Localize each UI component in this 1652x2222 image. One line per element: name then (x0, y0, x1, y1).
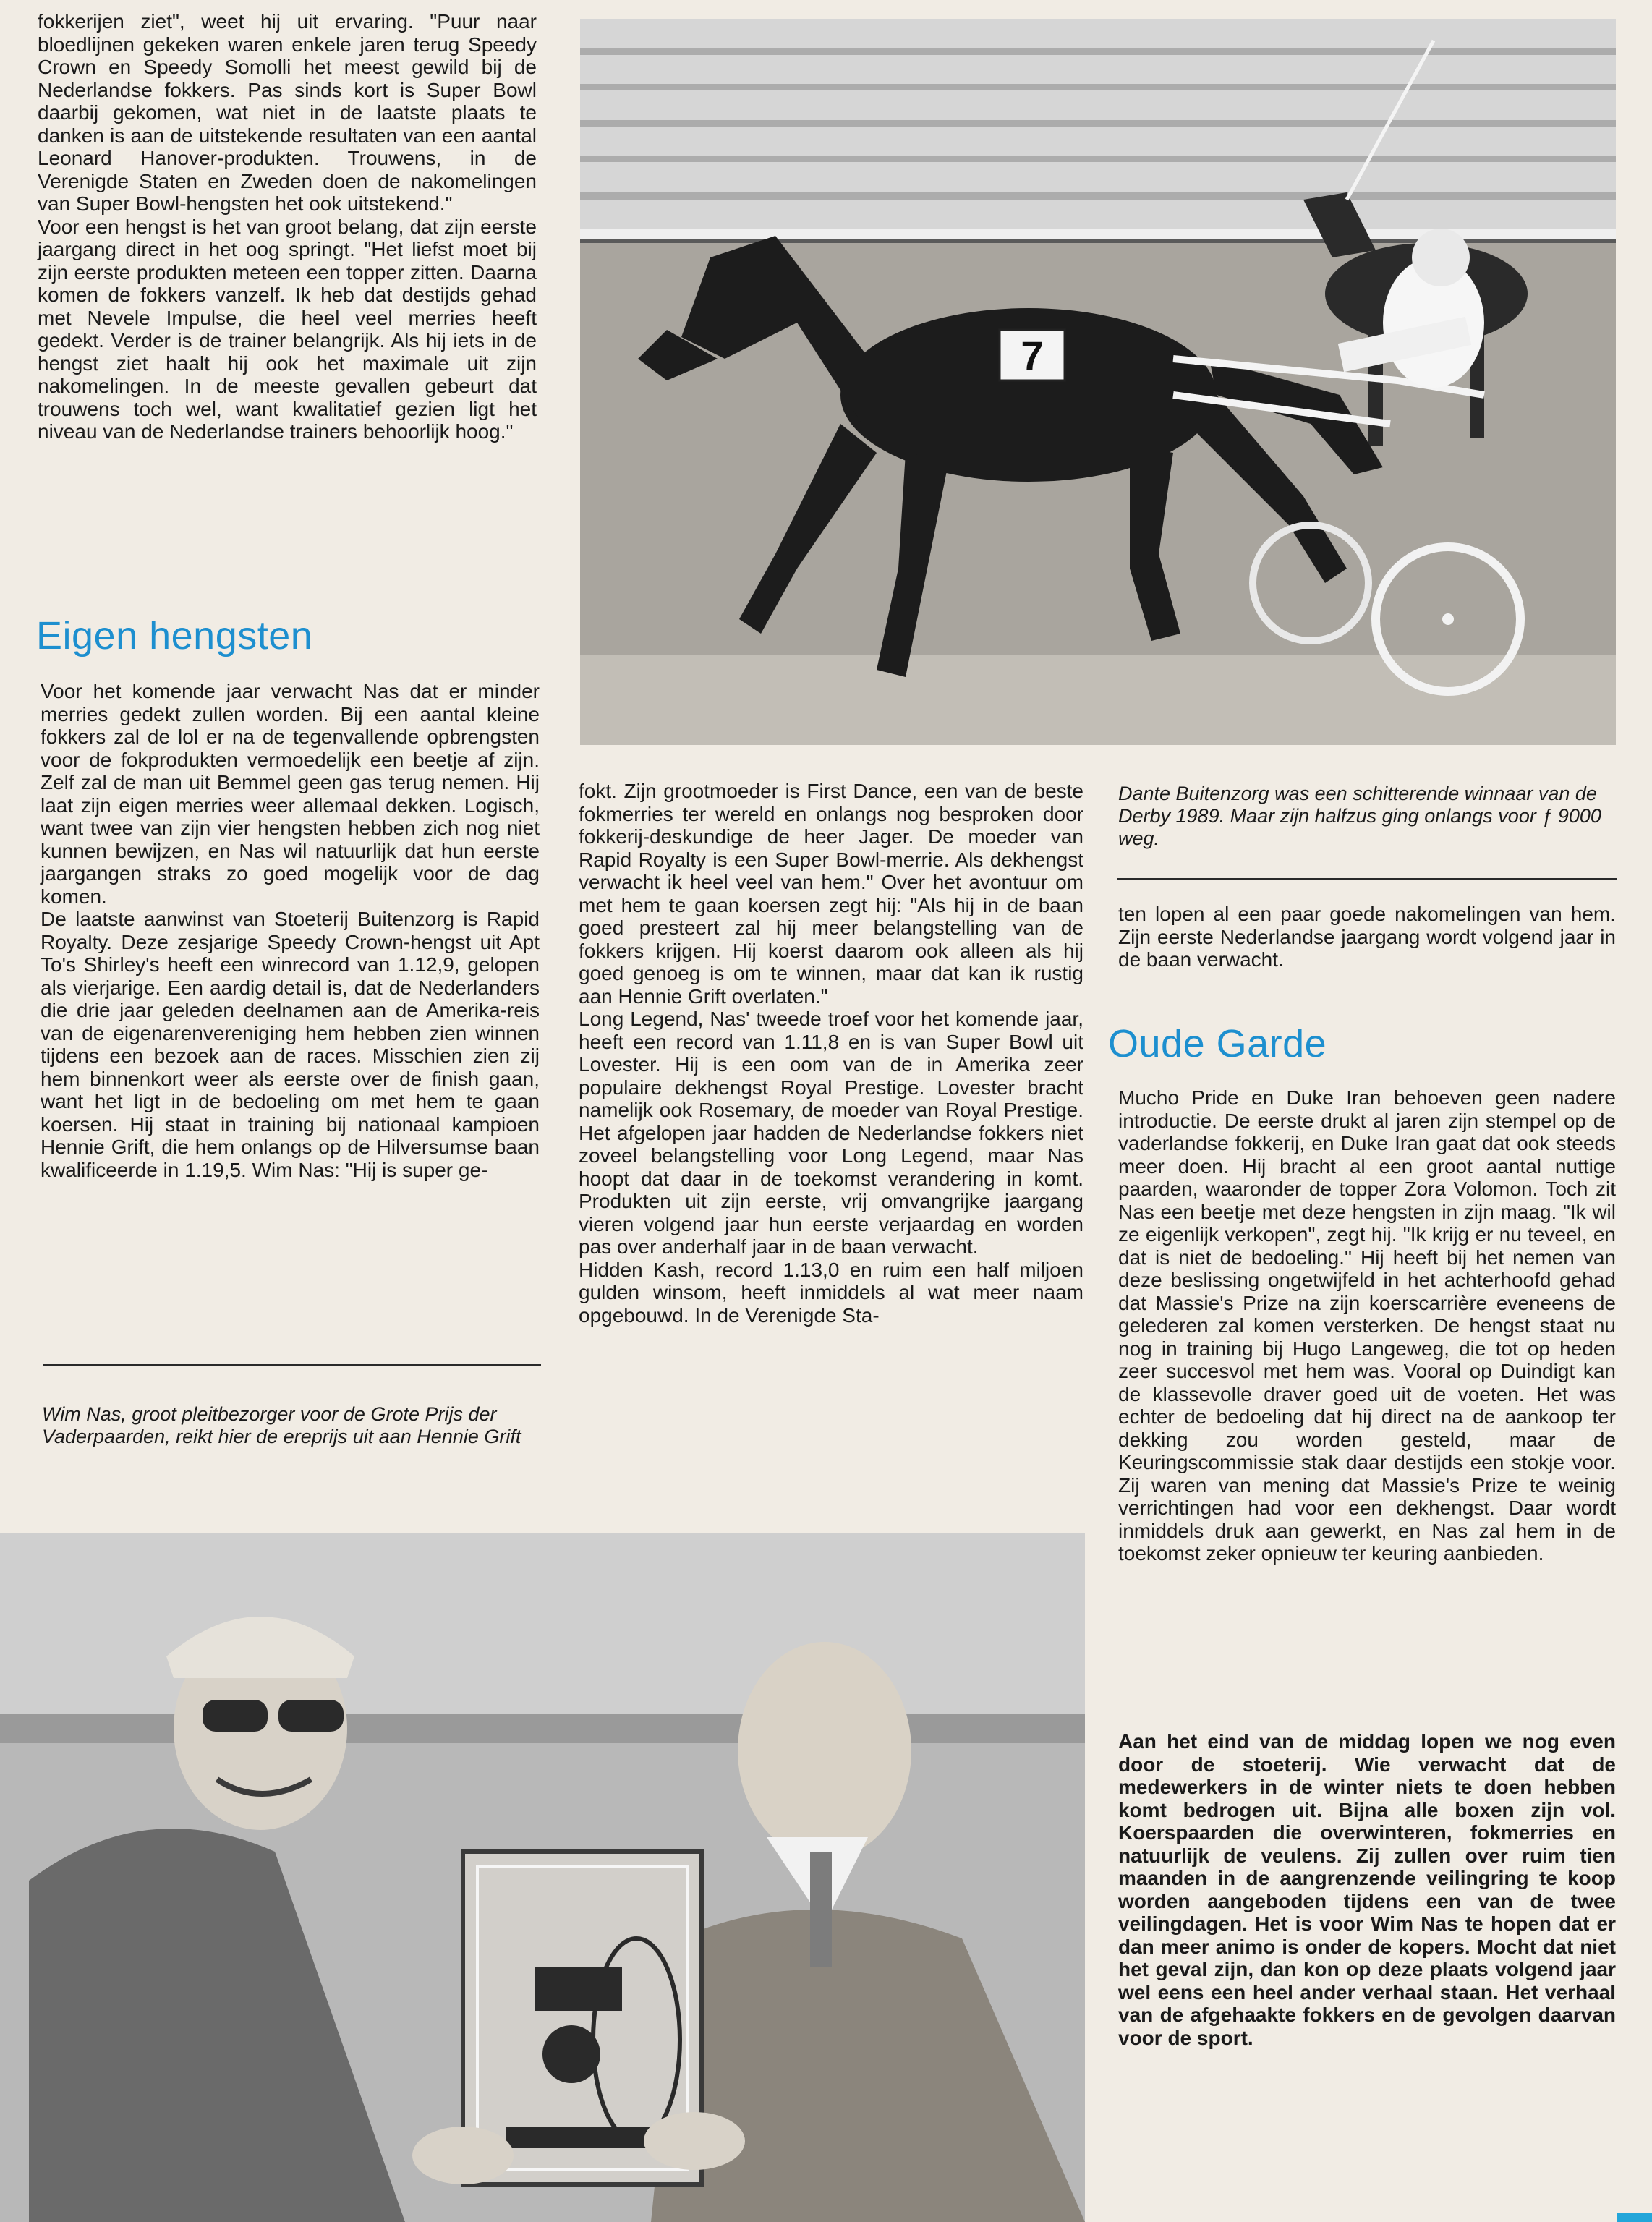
column-3-intro-text (1118, 903, 1616, 971)
paragraph-bold: Aan het eind van de middag lopen we nog even door de stoeterij. Wie verwacht dat de medewerkers in de winter niets te doen hebben komt bedrogen uit. Bijna alle boxen zijn vol. Koerspaarden die overwinteren, fokmerries en natuurlijk de veulens. Zij zullen over ruim tien maanden in de aangrenzende veilingring te koop worden aangeboden tijdens een van de twee veilingdagen. Het is voor Wim Nas te hopen dat er dan meer animo is onder de kopers. Mocht dat niet het geval zijn, dan kon op deze plaats volgend jaar wel eens een heel ander verhaal staan. Het verhaal van de afgehaakte fokkers en de gevolgen daarvan voor de sport. (1118, 1730, 1616, 2049)
saddle-cloth-number (1000, 330, 1065, 380)
column-2-text (579, 780, 1083, 1327)
page-corner-marker (1617, 2213, 1652, 2222)
section-heading-oude-garde: Oude Garde (1108, 1022, 1327, 1065)
award-presentation-photo (0, 1533, 1085, 2222)
caption-divider-bottom (43, 1364, 541, 1366)
harness-race-illustration (580, 19, 1616, 745)
photo-caption-race: Dante Buitenzorg was een schitterende winnaar van de Derby 1989. Maar zijn halfzus ging onlangs voor ƒ 9000 weg. (1118, 783, 1601, 849)
paragraph: De laatste aanwinst van Stoeterij Buitenzorg is Rapid Royalty. Deze zesjarige Speedy Crown-hengst uit Apt To's Shirley's heeft een winrecord van 1.12,9, gelopen als vierjarige. Een aardig detail is, dat de Nederlanders die drie jaar geleden deelnamen aan de Amerika-reis van de eigenarenvereniging hem hebben zien winnen tijdens een bezoek aan de races. Misschien zien zij hem binnenkort weer als eerste over de finish gaan, want het ligt in de bedoeling om met hem te gaan koersen. Hij staat in training bij nationaal kampioen Hennie Grift, die hem onlangs op de Hilversumse baan kwalificeerde in 1.19,5. Wim Nas: "Hij is super ge- (41, 908, 540, 1181)
paragraph: fokkerijen ziet", weet hij uit ervaring. "Puur naar bloedlijnen gekeken waren enkele jaren terug Speedy Crown en Speedy Somolli het meest gewild bij de Nederlandse fokkers. Pas sinds kort is Super Bowl daarbij gekomen, wat niet in de laatste plaats te danken is aan de uitstekende resultaten van een aantal Leonard Hanover-produkten. Trouwens, in de Verenigde Staten en Zweden doen de nakomelingen van Super Bowl-hengsten het ook uitstekend." (38, 10, 537, 215)
bib-number-text: 7 (1021, 333, 1044, 378)
paragraph: fokt. Zijn grootmoeder is First Dance, een van de beste fokmerries ter wereld en onlangs nog besproken door fokkerij-deskundige de heer Jager. De moeder van Rapid Royalty is een Super Bowl-merrie. Als dekhengst verwacht ik heel veel van hem." Over het avontuur om met hem te gaan koersen zegt hij: "Als hij in de baan goed presteert zal hij meer belangstelling van de fokkers krijgen. Hij koerst daarom ook alleen als hij goed genoeg is om te winnen, maar dat kan ik rustig aan Hennie Grift overlaten." (579, 780, 1083, 1008)
paragraph: Voor een hengst is het van groot belang, dat zijn eerste jaargang direct in het oog springt. "Het liefst moet bij zijn eerste produkten meteen een topper zitten. Daarna komen de fokkers vanzelf. Ik heb dat destijds gehad met Nevele Impulse, die heel veel merries heeft gedekt. Verder is de trainer belangrijk. Als hij iets in de hengst ziet haalt hij ook het maximale uit zijn nakomelingen. In de meeste gevallen gebeurt dat trouwens toch wel, want kwalitatief gezien ligt het niveau van de Nederlandse trainers behoorlijk hoog." (38, 215, 537, 443)
column-1-middle-text (41, 680, 540, 1181)
paragraph: Voor het komende jaar verwacht Nas dat er minder merries gedekt zullen worden. Bij een aantal kleine fokkers zal de lol er na de tegenvallende opbrengsten voor de fokprodukten vermoedelijk een beetje af zijn. Zelf zal de man uit Bemmel geen gas terug nemen. Hij laat zijn eigen merries weer allemaal dekken. Logisch, want twee van zijn vier hengsten hebben zich nog niet kunnen bewijzen, en Nas wil natuurlijk dat hun eerste jaargangen straks zo goed mogelijk voor de dag komen. (41, 680, 540, 908)
column-3-closing-text (1118, 1730, 1616, 2049)
column-3-body-text (1118, 1086, 1616, 1565)
column-1-top-text (38, 10, 537, 443)
paragraph: Long Legend, Nas' tweede troef voor het komende jaar, heeft een record van 1.11,8 en is van Super Bowl uit Lovester. Hij is een oom van de in Amerika zeer populaire dekhengst Royal Prestige. Lovester bracht namelijk ook Rosemary, de moeder van Royal Prestige. Het afgelopen jaar hadden de Nederlandse fokkers niet zoveel belangstelling voor Long Legend, maar Nas hoopt dat daar in de toekomst verandering in komt. Produkten uit zijn eerste, vrij omvangrijke jaargang vieren volgend jaar hun eerste verjaardag en worden pas over anderhalf jaar in de baan verwacht. (579, 1008, 1083, 1258)
paragraph: Hidden Kash, record 1.13,0 en ruim een half miljoen gulden winsom, heeft inmiddels al wat meer naam opgebouwd. In de Verenigde Sta- (579, 1258, 1083, 1327)
paragraph: ten lopen al een paar goede nakomelingen van hem. Zijn eerste Nederlandse jaargang wordt volgend jaar in de baan verwacht. (1118, 903, 1616, 971)
caption-divider-top (1117, 878, 1617, 880)
paragraph: Mucho Pride en Duke Iran behoeven geen nadere introductie. De eerste drukt al jaren zijn stempel op de vaderlandse fokkerij, en Duke Iran gaat dat ook steeds meer doen. Hij bracht al een groot aantal nuttige paarden, waaronder de topper Zora Volomon. Toch zit Nas een beetje met deze hengsten in zijn maag. "Ik wil ze eigenlijk verkopen", zegt hij. "Ik krijg er nu teveel, en dat is niet de bedoeling." Hij heeft bij het nemen van deze beslissing ongetwijfeld in het achterhoofd gehad dat Massie's Prize na zijn koerscarrière eveneens de gelederen zal komen versterken. De hengst staat nu nog in training bij Hugo Langeweg, die tot op heden zeer succesvol met hem was. Vooral op Duindigt kan de klassevolle draver goed uit de voeten. Het was echter de bedoeling dat hij direct na de aankoop ter dekking zou worden gesteld, maar de Keuringscommissie stak daar destijds een stokje voor. Zij waren van mening dat Massie's Prize te weinig verrichtingen had voor een dekhengst. Daar wordt inmiddels druk aan gewerkt, en Nas zal hem in de toekomst zeker opnieuw ter keuring aanbieden. (1118, 1086, 1616, 1565)
harness-race-photo (580, 19, 1616, 745)
award-presentation-illustration (0, 1533, 1085, 2222)
photo-caption-award: Wim Nas, groot pleitbezorger voor de Grote Prijs der Vaderpaarden, reikt hier de ereprijs uit aan Hennie Grift (42, 1403, 521, 1447)
section-heading-eigen-hengsten: Eigen hengsten (36, 614, 313, 657)
